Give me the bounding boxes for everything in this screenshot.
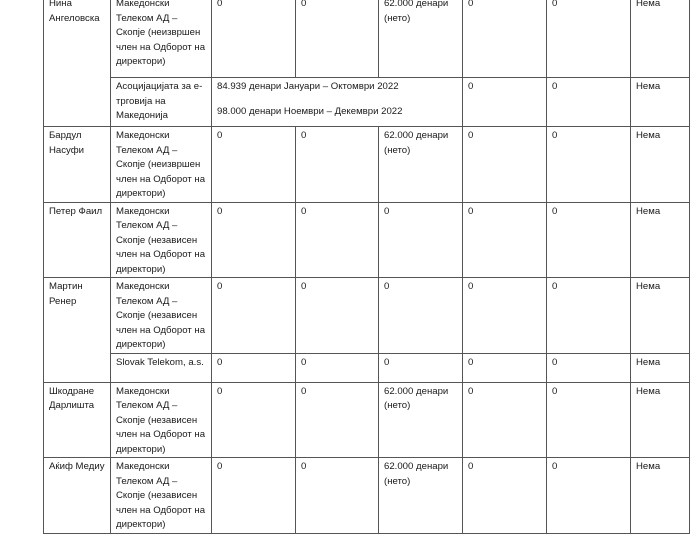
value-cell: 0 (463, 127, 547, 203)
value-cell: 0 (547, 353, 631, 382)
company-cell: Македонски Телеком АД – Скопје (независен член на Одборот на директори) (111, 278, 212, 354)
value-cell: 0 (296, 202, 379, 278)
value-cell: Нема (631, 127, 690, 203)
member-name: Шкодране Дарлишта (44, 382, 111, 458)
value-cell: 0 (296, 278, 379, 354)
value-cell: 0 (212, 458, 296, 534)
value-cell: Нема (631, 278, 690, 354)
value-cell: 0 (296, 127, 379, 203)
table-row (44, 278, 690, 354)
value-cell: 0 (296, 0, 379, 78)
value-cell: 0 (547, 0, 631, 78)
value-cell: 0 (463, 278, 547, 354)
value-cell: 0 (379, 353, 463, 382)
value-cell: Нема (631, 353, 690, 382)
table-row (44, 382, 690, 458)
value-cell: 0 (212, 353, 296, 382)
value-cell: 0 (212, 127, 296, 203)
amount-line: 84.939 денари Јануари – Октомври 2022 (217, 81, 399, 92)
table-row (44, 127, 690, 203)
value-cell: 62.000 денари (нето) (379, 382, 463, 458)
value-cell: 62.000 денари (нето) (379, 458, 463, 534)
value-cell: Нема (631, 78, 690, 127)
company-cell: Македонски Телеком АД – Скопје (независен член на Одборот на директори) (111, 458, 212, 534)
value-cell: Нема (631, 0, 690, 78)
value-cell: 62.000 денари (нето) (379, 127, 463, 203)
company-cell: Македонски Телеком АД – Скопје (независен член на Одборот на директори) (111, 202, 212, 278)
value-cell: 0 (547, 458, 631, 534)
value-cell: 0 (379, 278, 463, 354)
table-row (44, 78, 690, 127)
value-cell: 0 (547, 127, 631, 203)
value-cell: 0 (212, 202, 296, 278)
value-cell: 0 (212, 278, 296, 354)
value-cell: 0 (463, 78, 547, 127)
table-row (44, 202, 690, 278)
value-cell: Нема (631, 458, 690, 534)
remuneration-table (43, 0, 690, 534)
value-cell: 0 (463, 202, 547, 278)
value-cell: 0 (547, 202, 631, 278)
member-name: Нина Ангеловска (44, 0, 111, 127)
value-cell: 0 (296, 382, 379, 458)
value-cell: Нема (631, 382, 690, 458)
company-cell: Македонски Телеком АД – Скопје (неизвршен член на Одборот на директори) (111, 127, 212, 203)
value-cell: 0 (212, 0, 296, 78)
value-cell: 0 (296, 458, 379, 534)
value-cell: Нема (631, 202, 690, 278)
company-cell: Македонски Телеком АД – Скопје (неизвршен член на Одборот на директори) (111, 0, 212, 78)
value-cell: 0 (547, 78, 631, 127)
spacer (217, 95, 459, 105)
table-row (44, 458, 690, 534)
member-name: Аќиф Медиу (44, 458, 111, 534)
table-row (44, 0, 690, 78)
value-cell: 62.000 денари (нето) (379, 0, 463, 78)
amount-period-cell (212, 78, 463, 127)
value-cell: 0 (296, 353, 379, 382)
company-cell: Македонски Телеком АД – Скопје (независен член на Одборот на директори) (111, 382, 212, 458)
value-cell: 0 (547, 278, 631, 354)
table-row (44, 353, 690, 382)
member-name: Петер Фаил (44, 202, 111, 278)
value-cell: 0 (463, 382, 547, 458)
member-name: Мартин Ренер (44, 278, 111, 383)
value-cell: 0 (463, 0, 547, 78)
value-cell: 0 (379, 202, 463, 278)
company-cell: Slovak Telekom, a.s. (111, 353, 212, 382)
company-cell: Асоцијацијата за е-трговија на Македонија (111, 78, 212, 127)
value-cell: 0 (547, 382, 631, 458)
value-cell: 0 (463, 458, 547, 534)
member-name: Бардул Насуфи (44, 127, 111, 203)
value-cell: 0 (463, 353, 547, 382)
amount-line: 98.000 денари Ноември – Декември 2022 (217, 105, 403, 117)
value-cell: 0 (212, 382, 296, 458)
